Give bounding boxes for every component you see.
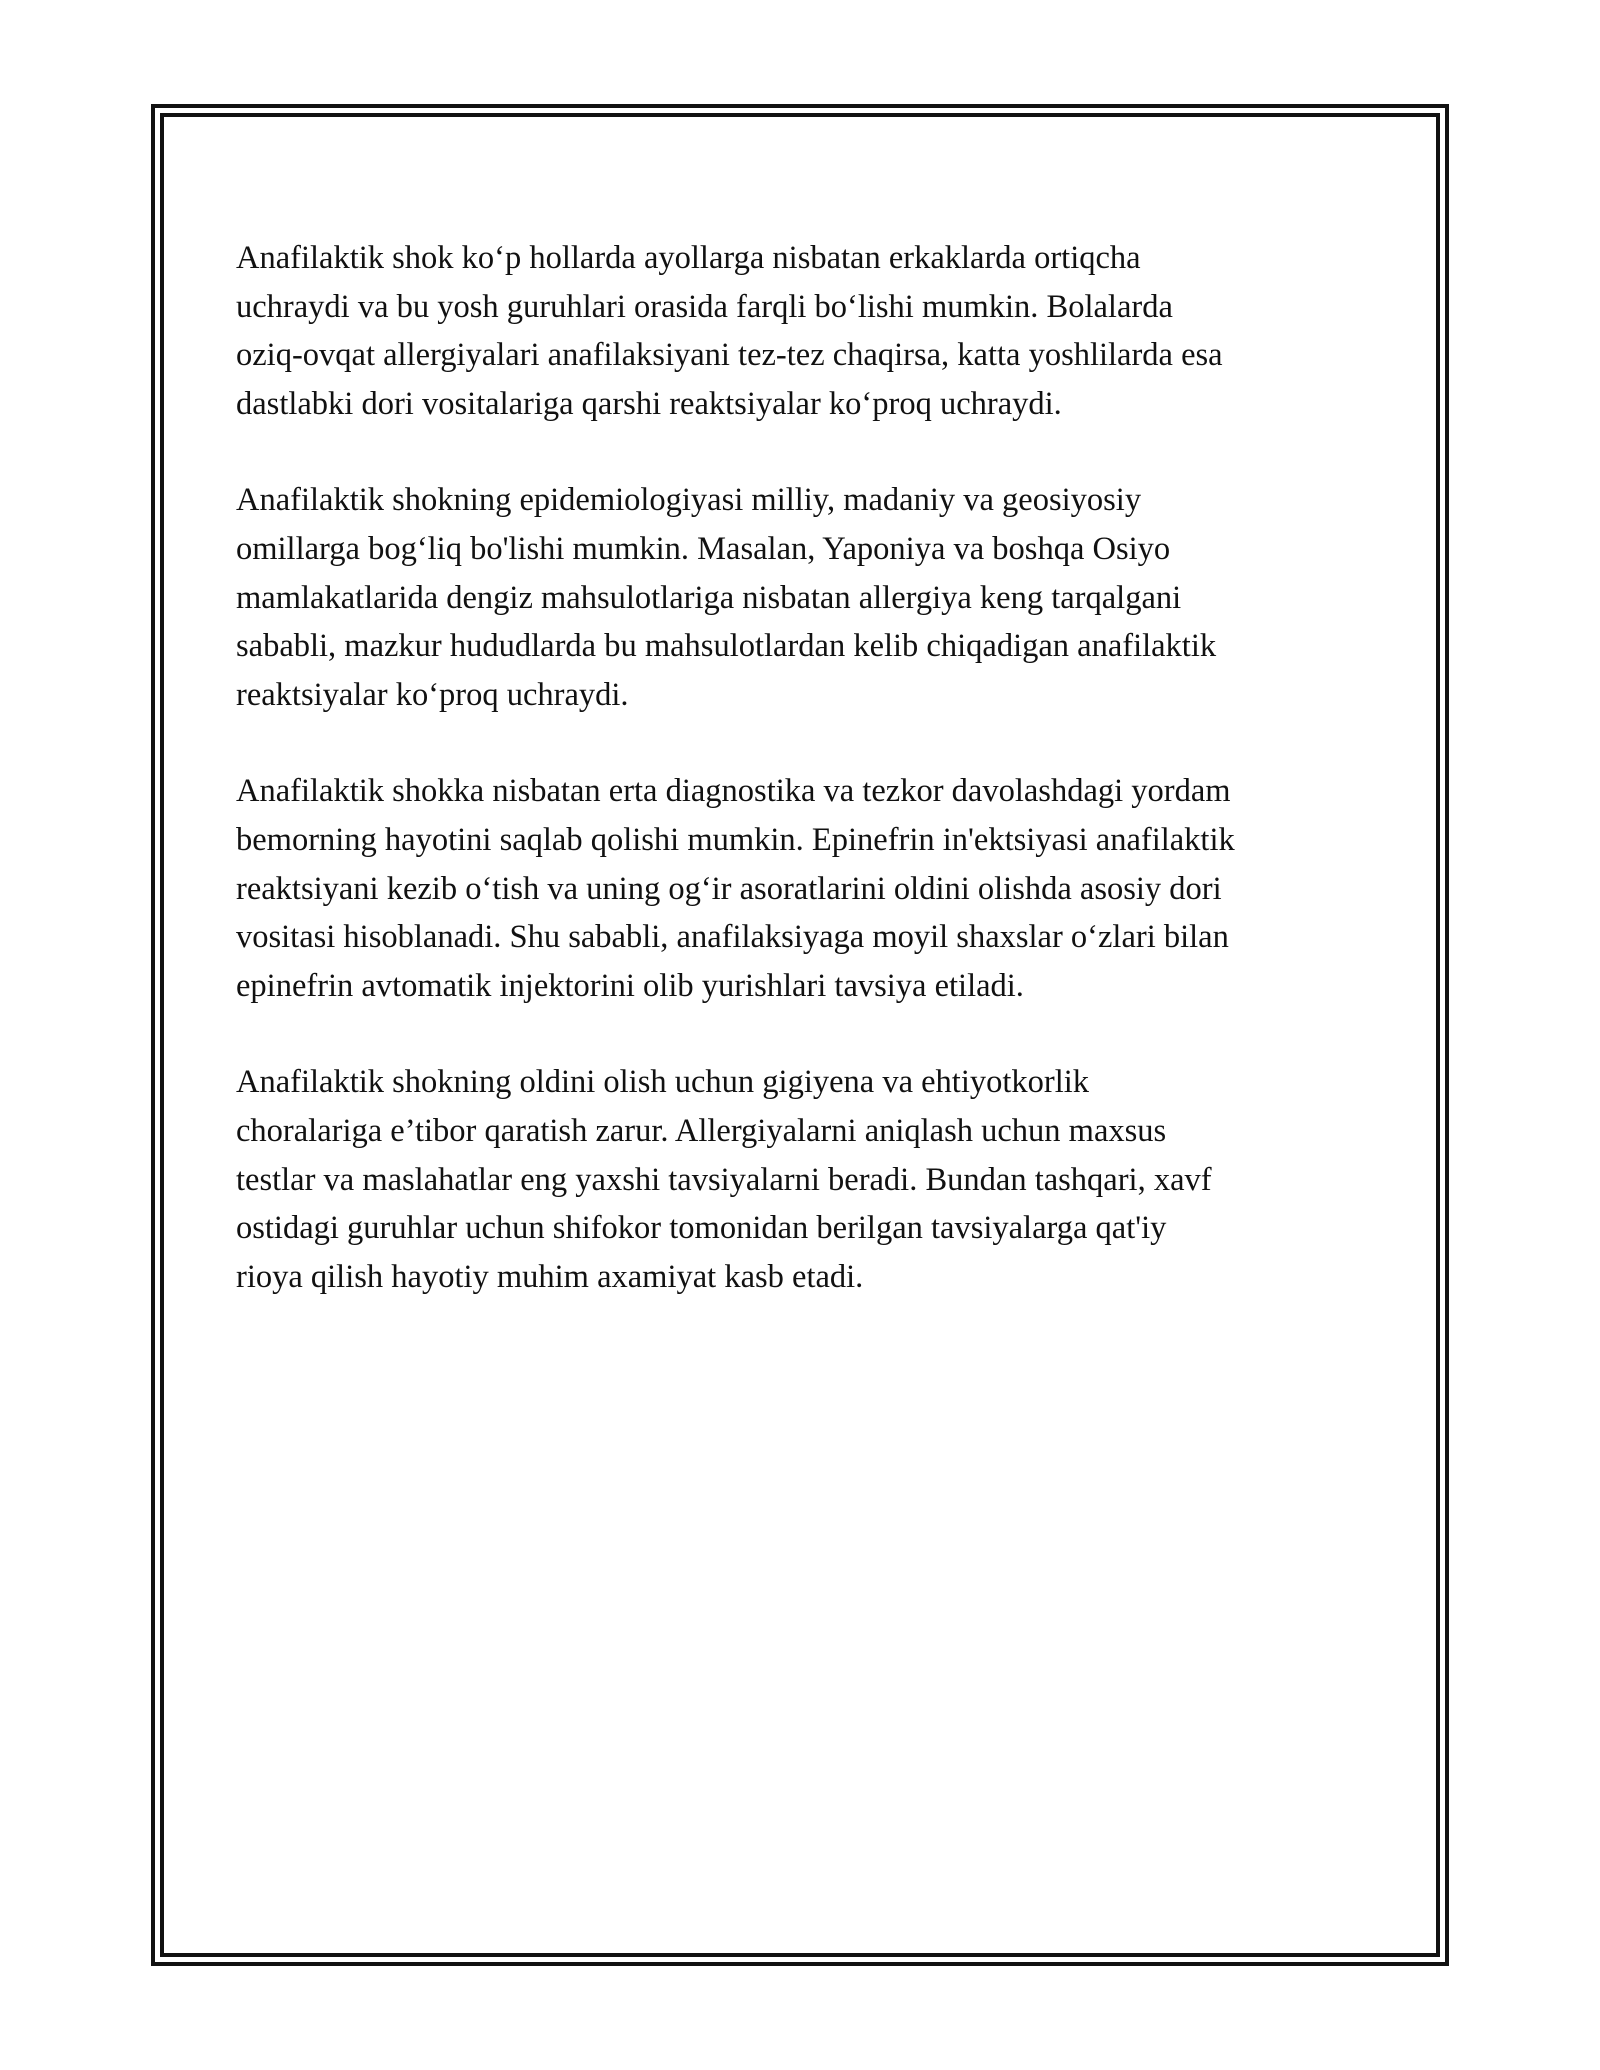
paragraph-1: Anafilaktik shok ko‘p hollarda ayollarga nisbatan erkaklarda ortiqcha uchraydi va bu yosh guruhlari orasida farqli bo‘lishi mumkin. Bolalarda oziq-ovqat allergiyalari anafilaksiyani tez-tez chaqirsa, katta yoshlilarda esa dastlabki dori vositalariga qarshi reaktsiyalar ko‘proq uchraydi. (236, 240, 1223, 422)
paragraph-4: Anafilaktik shokning oldini olish uchun gigiyena va ehtiyotkorlik choralariga e’tibor qaratish zarur. Allergiyalarni aniqlash uchun maxsus testlar va maslahatlar eng yaxshi tavsiyalarni beradi. Bundan tashqari, xavf ostidagi guruhlar uchun shifokor tomonidan berilgan tavsiyalarga qat'iy rioya qilish hayotiy muhim axamiyat kasb etadi. (236, 1064, 1212, 1295)
document-body (236, 234, 1376, 1349)
paragraph-2: Anafilaktik shokning epidemiologiyasi milliy, madaniy va geosiyosiy omillarga bog‘liq bo'lishi mumkin. Masalan, Yaponiya va boshqa Osiyo mamlakatlarida dengiz mahsulotlariga nisbatan allergiya keng tarqalgani sababli, mazkur hududlarda bu mahsulotlardan kelib chiqadigan anafilaktik reaktsiyalar ko‘proq uchraydi. (236, 482, 1217, 713)
paragraph-3: Anafilaktik shokka nisbatan erta diagnostika va tezkor davolashdagi yordam bemorning hayotini saqlab qolishi mumkin. Epinefrin in'ektsiyasi anafilaktik reaktsiyani kezib o‘tish va uning og‘ir asoratlarini oldini olishda asosiy dori vositasi hisoblanadi. Shu sababli, anafilaksiyaga moyil shaxslar o‘zlari bilan epinefrin avtomatik injektorini olib yurishlari tavsiya etiladi. (236, 773, 1235, 1004)
